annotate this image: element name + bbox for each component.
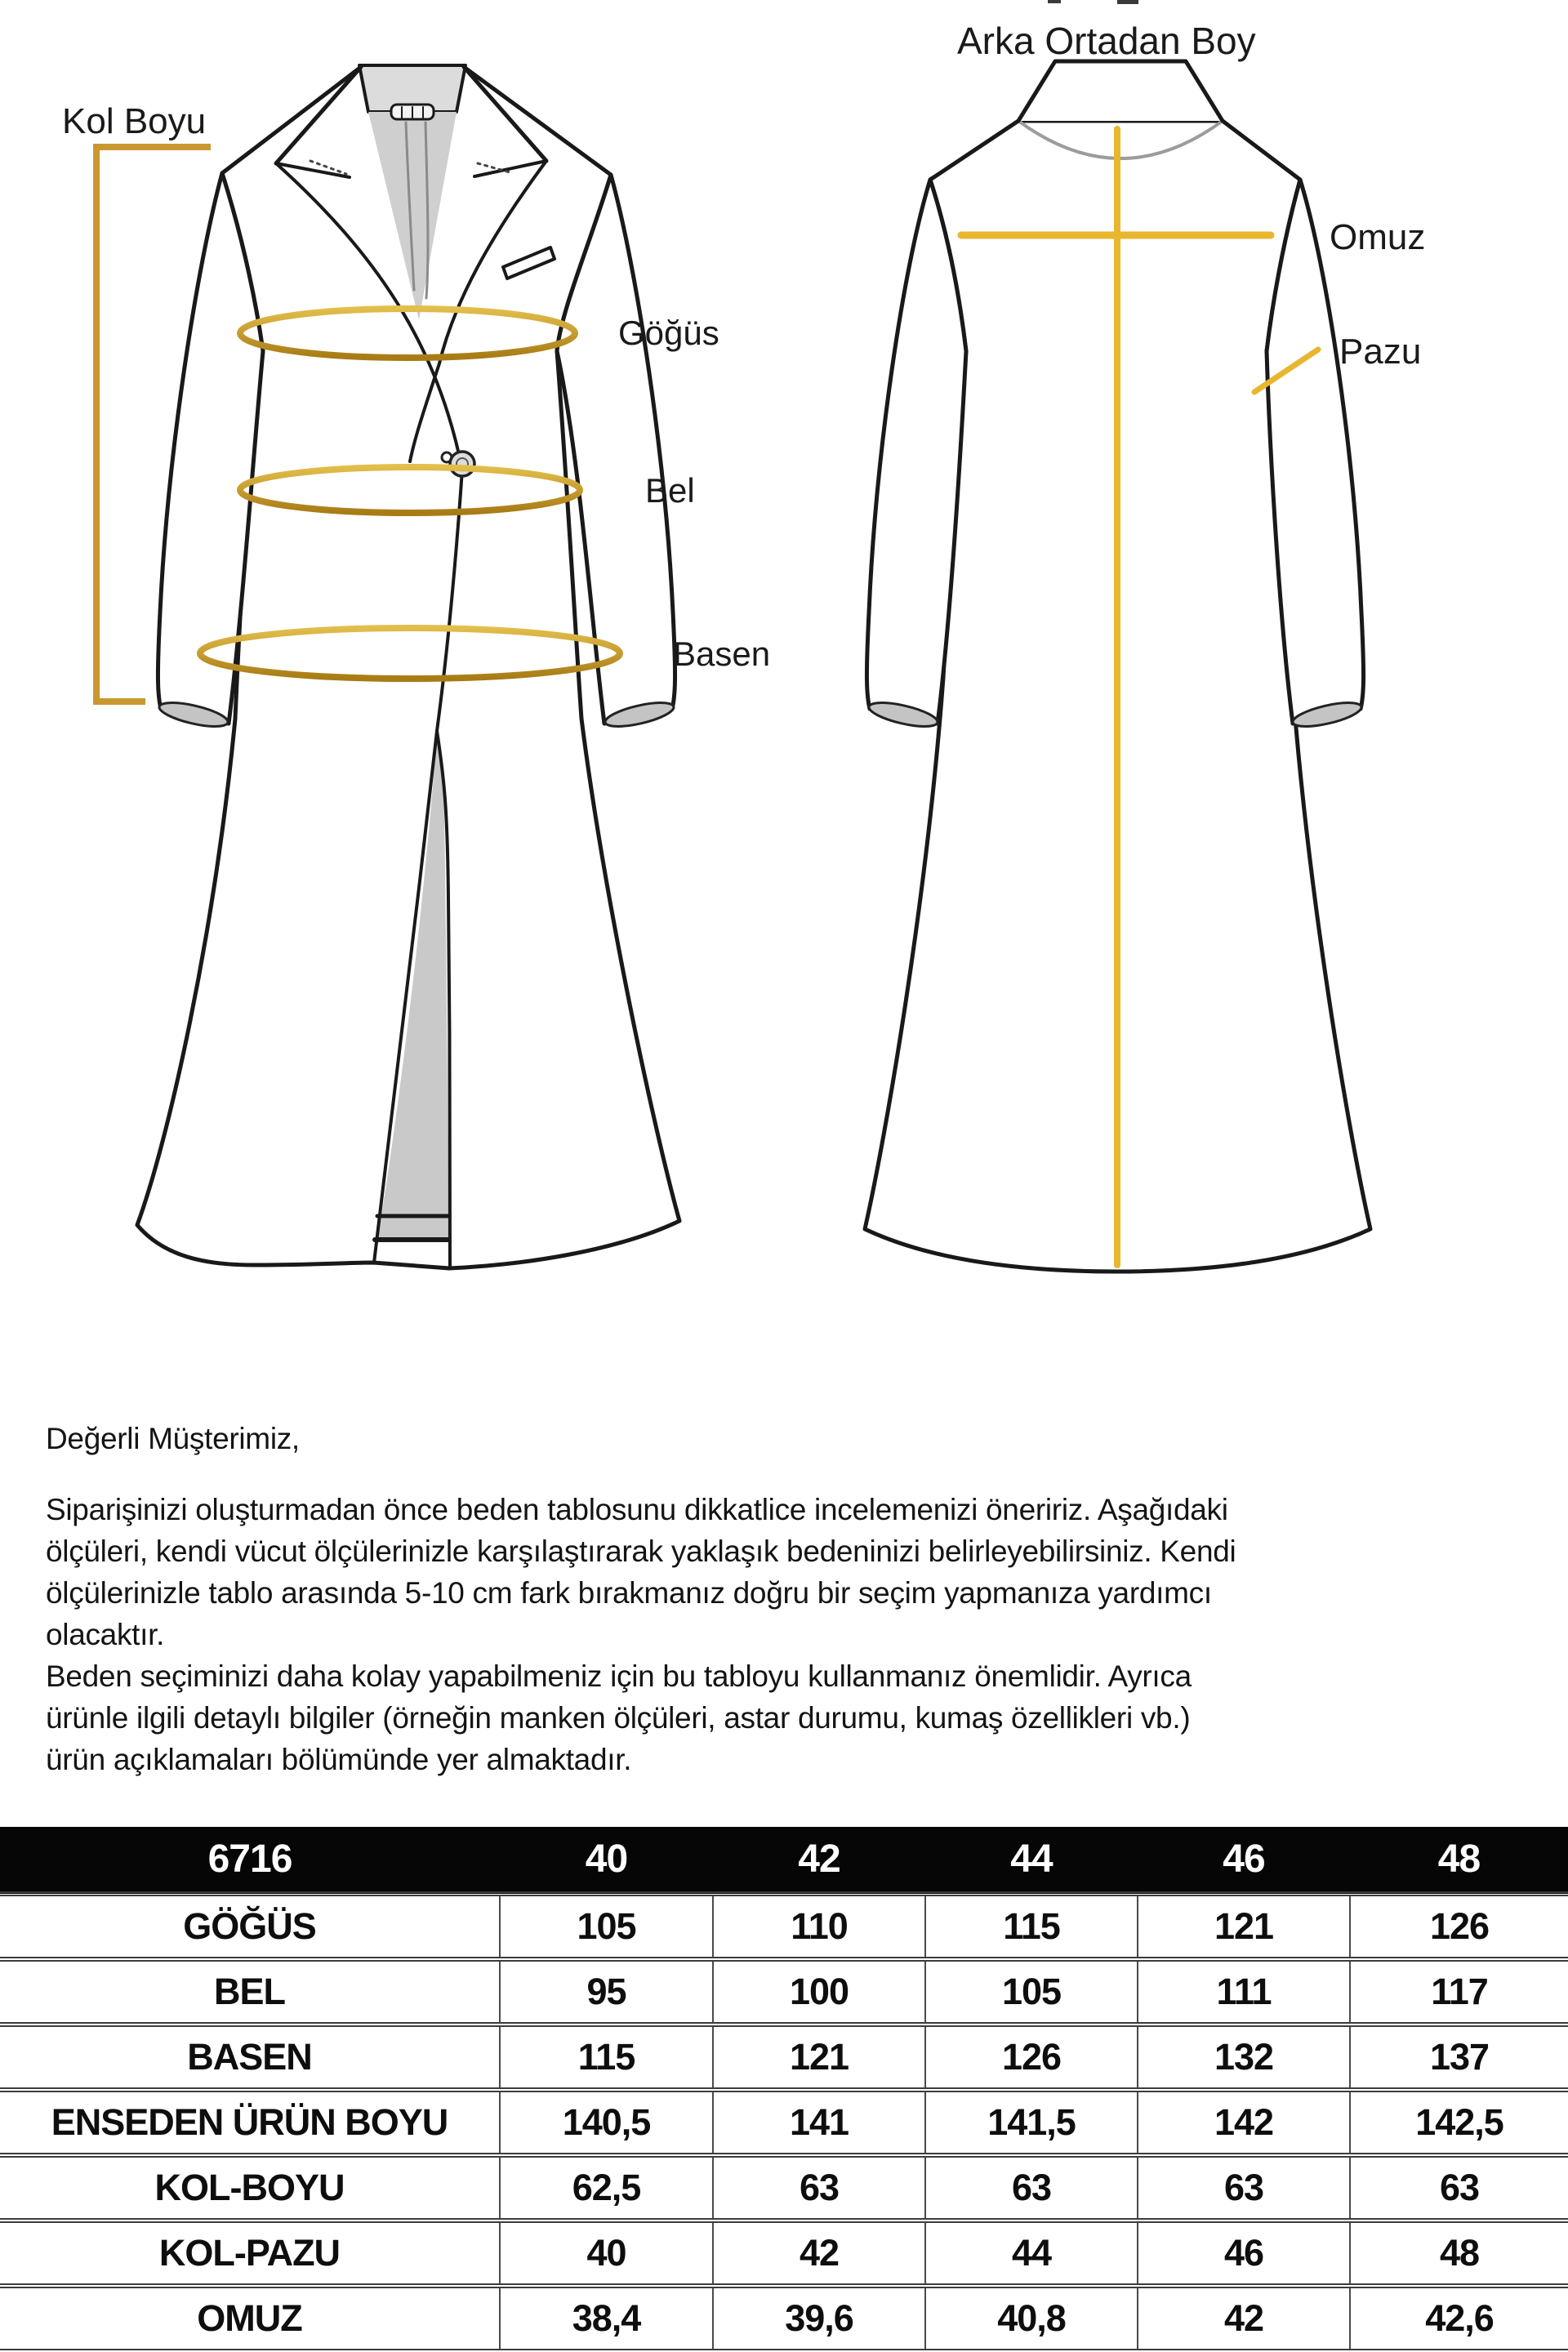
measurement-value-cell: 115 (500, 2025, 713, 2090)
measurement-value-cell: 142,5 (1350, 2090, 1568, 2155)
measurement-value-cell: 38,4 (500, 2286, 713, 2351)
measurement-label-cell: BASEN (187, 2036, 312, 2078)
measurement-label-cell: KOL-BOYU (154, 2167, 345, 2208)
measurement-value-cell: 141 (713, 2090, 925, 2155)
notice-paragraph (46, 1489, 1548, 1780)
size-chart-table (0, 1827, 1568, 2352)
size-header-cell: 48 (1437, 1838, 1481, 1881)
size-chart-row (0, 2025, 1568, 2090)
back-collar (1018, 61, 1223, 121)
intro-line: Beden seçiminizi daha kolay yapabilmeniz için bu tabloyu kullanmanız önemlidir. Ayrıca (46, 1659, 1192, 1693)
size-chart-header-row (0, 1827, 1568, 1894)
intro-line: ürün açıklamaları bölümünde yer almaktadır. (46, 1743, 632, 1776)
measurement-value-cell: 121 (713, 2025, 925, 2090)
pazu-label: Pazu (1339, 332, 1422, 372)
size-header-cell: 46 (1223, 1838, 1265, 1881)
size-header-cell: 40 (585, 1838, 628, 1881)
measurement-value-cell: 126 (1350, 1894, 1568, 1959)
measurement-value-cell: 63 (1350, 2155, 1568, 2221)
measurement-value-cell: 95 (500, 1959, 713, 2025)
intro-line: olacaktır. (46, 1618, 165, 1651)
measurement-value-cell: 42 (1138, 2286, 1350, 2351)
size-chart-row (0, 1894, 1568, 1959)
intro-line: ölçüleri, kendi vücut ölçülerinizle karşılaştırarak yaklaşık bedeninizi belirleyebilirsiniz. Kendi (46, 1535, 1236, 1568)
measurement-value-cell: 63 (1138, 2155, 1350, 2221)
gogus-label: Göğüs (618, 314, 719, 352)
measurement-value-cell: 44 (925, 2221, 1138, 2286)
size-chart-row (0, 2221, 1568, 2286)
measurement-value-cell: 126 (925, 2025, 1138, 2090)
measurement-label-cell: KOL-PAZU (158, 2232, 341, 2274)
intro-line: ölçülerinizle tablo arasında 5-10 cm fark bırakmanız doğru bir seçim yapmanıza yardımcı (46, 1576, 1212, 1610)
model-number-cell: 6716 (207, 1838, 292, 1881)
measurement-value-cell: 110 (713, 1894, 925, 1959)
kol-boyu-label: Kol Boyu (62, 101, 207, 141)
measurement-value-cell: 40,8 (925, 2286, 1138, 2351)
customer-notice (46, 1418, 1548, 1780)
bel-label: Bel (645, 471, 695, 510)
size-header-cell: 42 (798, 1838, 840, 1881)
measurement-value-cell: 142 (1138, 2090, 1350, 2155)
measurement-value-cell: 105 (500, 1894, 713, 1959)
measurement-label-cell: OMUZ (197, 2297, 302, 2339)
measurement-value-cell: 100 (713, 1959, 925, 2025)
measurement-value-cell: 115 (925, 1894, 1138, 1959)
measurement-value-cell: 121 (1138, 1894, 1350, 1959)
measurement-value-cell: 140,5 (500, 2090, 713, 2155)
omuz-label: Omuz (1330, 217, 1426, 257)
size-chart-row (0, 1959, 1568, 2025)
size-chart-row (0, 2090, 1568, 2155)
measurement-value-cell: 42 (713, 2221, 925, 2286)
measurement-value-cell: 62,5 (500, 2155, 713, 2221)
measurement-value-cell: 46 (1138, 2221, 1350, 2286)
intro-line: ürünle ilgili detaylı bilgiler (örneğin manken ölçüleri, astar durumu, kumaş özellikleri vb.) (46, 1701, 1191, 1735)
crop-mark-left (1048, 0, 1061, 3)
size-chart-row (0, 2286, 1568, 2351)
measurement-value-cell: 63 (925, 2155, 1138, 2221)
measurement-value-cell: 105 (925, 1959, 1138, 2025)
measurement-value-cell: 40 (500, 2221, 713, 2286)
measurement-label-cell: GÖĞÜS (183, 1905, 316, 1947)
crop-mark-right (1117, 0, 1138, 4)
measurement-label-cell: ENSEDEN ÜRÜN BOYU (51, 2101, 448, 2143)
measurement-value-cell: 39,6 (713, 2286, 925, 2351)
size-chart-row (0, 2155, 1568, 2221)
size-header-cell: 44 (1010, 1838, 1053, 1881)
measurement-value-cell: 117 (1350, 1959, 1568, 2025)
measurement-value-cell: 63 (713, 2155, 925, 2221)
measurement-label-cell: BEL (214, 1971, 285, 2012)
measurement-value-cell: 132 (1138, 2025, 1350, 2090)
measurement-value-cell: 141,5 (925, 2090, 1138, 2155)
intro-line: Siparişinizi oluşturmadan önce beden tablosunu dikkatlice incelemenizi öneririz. Aşağıdaki (46, 1493, 1228, 1526)
back-coat-drawing (865, 61, 1370, 1272)
greeting-line: Değerli Müşterimiz, (46, 1422, 300, 1455)
measurement-value-cell: 48 (1350, 2221, 1568, 2286)
measurement-value-cell: 137 (1350, 2025, 1568, 2090)
measurement-value-cell: 111 (1138, 1959, 1350, 2025)
front-button (450, 452, 474, 476)
arka-ortadan-boy-title: Arka Ortadan Boy (957, 20, 1256, 62)
measurement-value-cell: 42,6 (1350, 2286, 1568, 2351)
basen-label: Basen (673, 635, 771, 673)
